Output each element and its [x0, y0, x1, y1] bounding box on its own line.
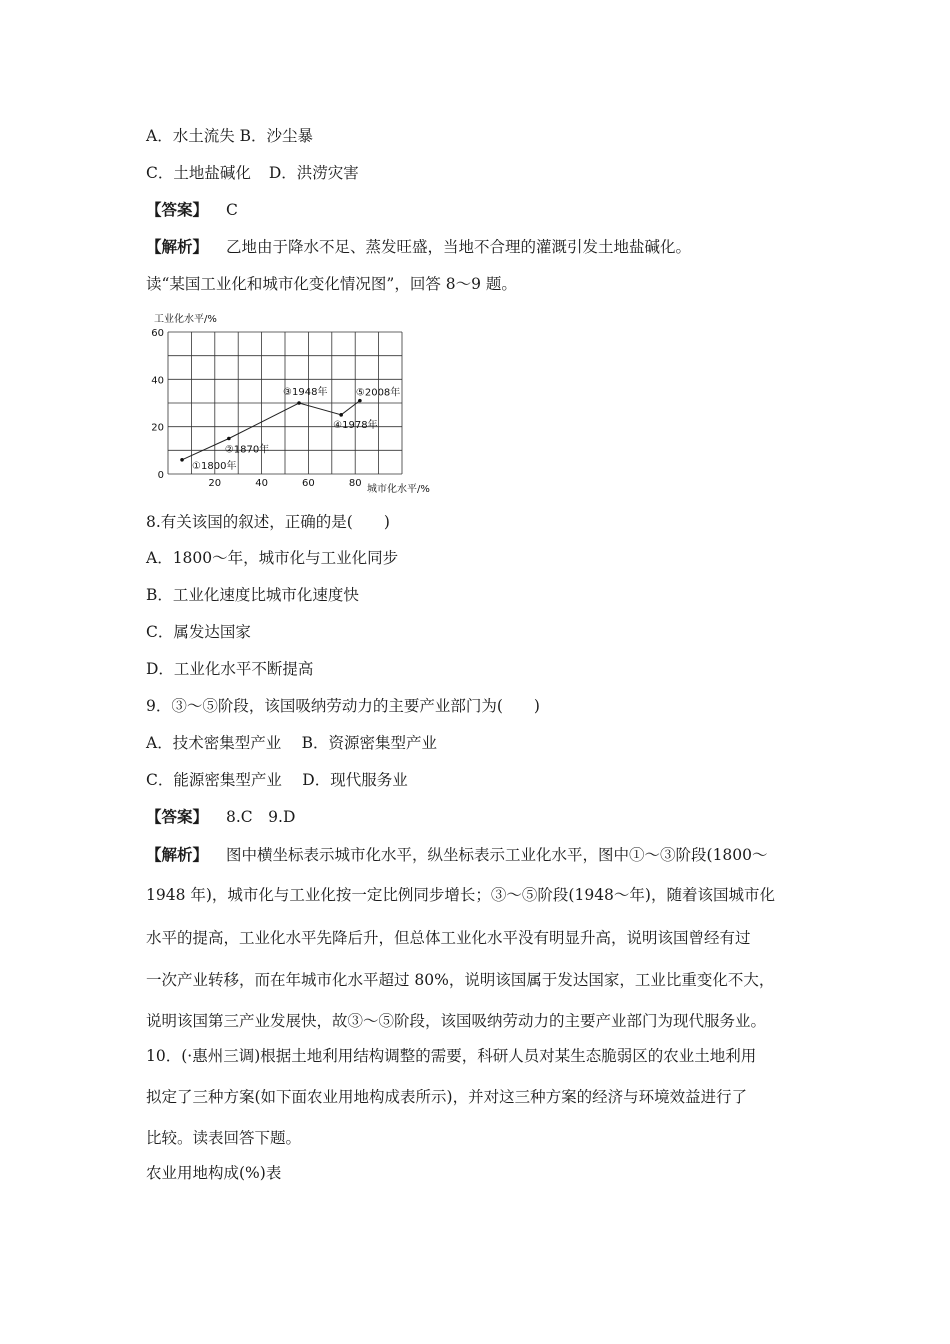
- q7-answer-value: C: [226, 201, 238, 219]
- q8-stem: 8.有关该国的叙述，正确的是( ): [146, 513, 390, 531]
- q7-analysis: [146, 237, 691, 257]
- data-point: [180, 458, 184, 462]
- data-point: [358, 399, 362, 403]
- y-axis-label: 工业化水平/%: [154, 314, 217, 325]
- q10-line1: 10．(·惠州三调)根据土地利用结构调整的需要，科研人员对某生态脆弱区的农业土地利用: [146, 1047, 757, 1065]
- y-tick-label: 40: [151, 375, 164, 387]
- q8-option-b: B．工业化速度比城市化速度快: [146, 586, 359, 604]
- data-point: [297, 401, 301, 405]
- data-point-label: ⑤2008年: [355, 387, 401, 399]
- x-axis-label: 城市化水平/%: [367, 484, 430, 495]
- q9-stem: 9．③～⑤阶段，该国吸纳劳动力的主要产业部门为( ): [146, 697, 540, 715]
- analysis-tag: 【解析】: [146, 237, 209, 256]
- analysis-8-9-line2: 1948 年)，城市化与工业化按一定比例同步增长；③～⑤阶段(1948～年)，随着该国城市化: [146, 886, 775, 904]
- chart-intro: 读“某国工业化和城市化变化情况图”，回答 8～9 题。: [146, 275, 517, 293]
- data-point: [227, 437, 231, 441]
- answer-tag: 【答案】: [146, 200, 209, 219]
- data-point-label: ①1800年: [192, 460, 237, 472]
- analysis-8-9-line1: [146, 845, 768, 865]
- x-tick-label: 20: [208, 478, 222, 489]
- x-tick-label: 40: [255, 478, 268, 489]
- q8-option-c: C．属发达国家: [146, 623, 251, 641]
- data-point: [339, 413, 343, 417]
- data-point-label: ④1978年: [333, 419, 378, 431]
- answer-8-9-value: 8.C 9.D: [226, 808, 296, 826]
- chart-grid: [168, 332, 402, 474]
- industrialization-urbanization-chart: [140, 308, 450, 498]
- q8-option-d: D．工业化水平不断提高: [146, 660, 314, 678]
- x-tick-label: 60: [302, 478, 315, 489]
- answer-8-9: [146, 807, 295, 827]
- q9-options-cd: C．能源密集型产业 D．现代服务业: [146, 771, 408, 789]
- analysis-8-9-line4: 一次产业转移，而在年城市化水平超过 80%，说明该国属于发达国家，工业比重变化不大，: [146, 971, 775, 989]
- table-title: 农业用地构成(%)表: [146, 1164, 282, 1182]
- answer-tag: 【答案】: [146, 807, 209, 826]
- q7-option-d: D．洪涝灾害: [268, 164, 359, 182]
- data-point-label: ②1870年: [224, 444, 270, 456]
- analysis-8-9-line3: 水平的提高，工业化水平先降后升，但总体工业化水平没有明显升高，说明该国曾经有过: [146, 929, 751, 947]
- q10-line2: 拟定了三种方案(如下面农业用地构成表所示)，并对这三种方案的经济与环境效益进行了: [146, 1088, 748, 1106]
- q7-analysis-text: 乙地由于降水不足、蒸发旺盛，当地不合理的灌溉引发土地盐碱化。: [226, 238, 692, 256]
- analysis-8-9-text1: 图中横坐标表示城市化水平，纵坐标表示工业化水平，图中①～③阶段(1800～: [226, 846, 768, 864]
- x-tick-label: 80: [348, 478, 362, 489]
- data-point-label: ③1948年: [283, 387, 328, 398]
- q7-options-ab: A．水土流失 B．沙尘暴: [146, 127, 314, 145]
- q10-line3: 比较。读表回答下题。: [146, 1129, 302, 1147]
- analysis-tag: 【解析】: [146, 845, 209, 864]
- y-tick-label: 0: [157, 470, 164, 481]
- q7-option-c: C．土地盐碱化: [146, 164, 251, 182]
- q7-answer: [146, 200, 238, 220]
- analysis-8-9-line5: 说明该国第三产业发展快，故③～⑤阶段，该国吸纳劳动力的主要产业部门为现代服务业。: [146, 1012, 767, 1030]
- q9-options-ab: A．技术密集型产业 B．资源密集型产业: [146, 734, 438, 752]
- y-tick-label: 60: [151, 328, 164, 339]
- series-points: [180, 385, 400, 472]
- y-tick-label: 20: [151, 422, 164, 434]
- q7-options-cd: [146, 163, 359, 183]
- chart-ticks: [151, 328, 361, 489]
- q8-option-a: A．1800～年，城市化与工业化同步: [146, 549, 399, 567]
